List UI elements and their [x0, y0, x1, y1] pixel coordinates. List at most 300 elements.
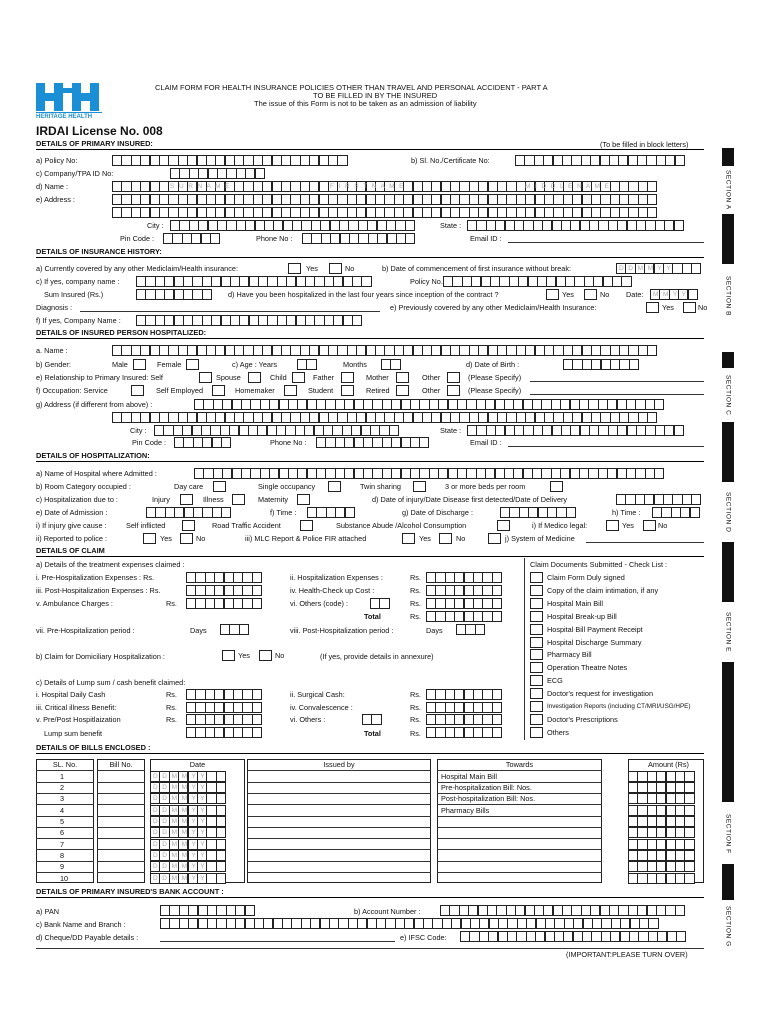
char-box[interactable]	[684, 873, 694, 884]
checklist-box[interactable]	[530, 649, 543, 660]
char-box[interactable]	[475, 624, 485, 635]
specify-rel-line[interactable]	[530, 381, 704, 382]
specify-occ-line[interactable]	[530, 394, 704, 395]
bills-col-header: Towards	[505, 760, 534, 769]
lumpsum-benefit-label: Lump sum benefit	[44, 729, 103, 738]
char-box[interactable]	[647, 412, 657, 423]
checklist-box[interactable]	[530, 637, 543, 648]
char-box[interactable]	[216, 782, 226, 793]
char-box[interactable]	[379, 598, 389, 609]
char-box[interactable]	[688, 289, 698, 300]
char-box[interactable]	[690, 507, 700, 518]
bill-amount-boxes[interactable]	[628, 873, 694, 884]
mother-box[interactable]	[396, 372, 409, 383]
lump-others-code-boxes[interactable]	[362, 714, 381, 725]
other-rel-label: Other	[422, 373, 441, 382]
specify-occ-label: (Please Specify)	[468, 386, 522, 395]
checklist-item: Hospital Break-up Bill	[547, 611, 617, 621]
other-occ-label: Other	[422, 386, 441, 395]
bill-amount-boxes[interactable]	[628, 771, 694, 782]
lumpsum-benefit-boxes[interactable]	[186, 727, 261, 738]
name-label: d) Name :	[36, 182, 69, 191]
bill-date-placeholder: D D M M Y Y	[153, 795, 206, 803]
account-number-label: b) Account Number :	[354, 907, 421, 916]
student-box[interactable]	[341, 385, 354, 396]
injury-box[interactable]	[180, 494, 193, 505]
checklist-box[interactable]	[530, 598, 543, 609]
critical-rs: Rs.	[166, 703, 177, 712]
char-box[interactable]	[648, 918, 658, 929]
father-box[interactable]	[341, 372, 354, 383]
discharge-date-boxes[interactable]	[500, 507, 575, 518]
c-address-boxes-1[interactable]	[194, 399, 664, 410]
father-label: Father	[313, 373, 335, 382]
policy-no-b-boxes[interactable]	[443, 276, 631, 287]
checklist-box[interactable]	[530, 585, 543, 596]
lump-total-boxes[interactable]	[426, 727, 501, 738]
room-category-label: b) Room Category occupied :	[36, 482, 131, 491]
age-months-boxes[interactable]	[381, 359, 400, 370]
bills-row-rule	[247, 770, 431, 771]
twin-sharing-label: Twin sharing	[360, 482, 401, 491]
c-name-boxes[interactable]	[112, 345, 657, 356]
char-box[interactable]	[647, 194, 657, 205]
char-box[interactable]	[674, 220, 684, 231]
checklist-divider	[524, 558, 525, 740]
self-inflicted-box[interactable]	[182, 520, 195, 531]
char-box[interactable]	[419, 437, 429, 448]
admission-date-boxes[interactable]	[146, 507, 231, 518]
char-box[interactable]	[216, 873, 226, 884]
char-box[interactable]	[210, 233, 220, 244]
spouse-label: Spouse	[216, 373, 241, 382]
pincode-label: Pin Code :	[120, 234, 155, 243]
hosp-exp-boxes[interactable]	[426, 572, 501, 583]
domiciliary-no-label: No	[275, 651, 285, 660]
char-box[interactable]	[252, 702, 262, 713]
bill-amount-boxes[interactable]	[628, 861, 694, 872]
pre-days-label: Days	[190, 626, 207, 635]
char-box[interactable]	[492, 611, 502, 622]
discharge-date-label: g) Date of Discharge :	[402, 508, 473, 517]
char-box[interactable]	[492, 598, 502, 609]
bill-amount-boxes[interactable]	[628, 816, 694, 827]
covered-no-box[interactable]	[329, 263, 342, 274]
bills-row-rule	[36, 838, 94, 839]
bills-row-rule	[97, 770, 145, 771]
bill-amount-boxes[interactable]	[628, 839, 694, 850]
char-box[interactable]	[405, 220, 415, 231]
char-box[interactable]	[691, 494, 701, 505]
email-line[interactable]	[508, 242, 704, 243]
char-box[interactable]	[684, 861, 694, 872]
char-box[interactable]	[674, 425, 684, 436]
char-box[interactable]	[405, 233, 415, 244]
checklist-box[interactable]	[530, 624, 543, 635]
section-e-bar	[722, 542, 734, 602]
police-yes-box[interactable]	[143, 533, 156, 544]
char-box[interactable]	[684, 782, 694, 793]
bill-amount-boxes[interactable]	[628, 793, 694, 804]
char-box[interactable]	[216, 805, 226, 816]
char-box[interactable]	[252, 598, 262, 609]
checklist-item: Copy of the claim intimation, if any	[547, 585, 659, 595]
female-box[interactable]	[186, 359, 199, 370]
homemaker-label: Homemaker	[235, 386, 275, 395]
checklist-box[interactable]	[530, 714, 543, 725]
ambulance-boxes[interactable]	[186, 598, 261, 609]
char-box[interactable]	[252, 572, 262, 583]
char-box[interactable]	[202, 289, 212, 300]
char-box[interactable]	[216, 827, 226, 838]
char-box[interactable]	[647, 207, 657, 218]
char-box[interactable]	[221, 507, 231, 518]
char-box[interactable]	[691, 263, 701, 274]
domiciliary-yes-box[interactable]	[222, 650, 235, 661]
cheque-line[interactable]	[160, 941, 395, 942]
previously-no-label: No	[698, 303, 708, 312]
company-name-f-boxes[interactable]	[136, 315, 361, 326]
illness-box[interactable]	[232, 494, 245, 505]
char-box[interactable]	[345, 507, 355, 518]
lump-total-rs: Rs.	[410, 729, 421, 738]
char-box[interactable]	[684, 839, 694, 850]
others-code-boxes[interactable]	[370, 598, 389, 609]
other-occ-box[interactable]	[447, 385, 460, 396]
section-c-label: SECTION C	[724, 374, 732, 416]
company-tpa-label: c) Company/TPA ID No:	[36, 169, 114, 178]
char-box[interactable]	[216, 771, 226, 782]
bill-amount-boxes[interactable]	[628, 827, 694, 838]
health-check-rs: Rs.	[410, 586, 421, 595]
char-box[interactable]	[252, 585, 262, 596]
mlc-no-box[interactable]	[439, 533, 452, 544]
pan-label: a) PAN	[36, 907, 59, 916]
state-boxes[interactable]	[467, 220, 683, 231]
company-tpa-boxes[interactable]	[170, 168, 264, 179]
bill-amount-boxes[interactable]	[628, 805, 694, 816]
male-label: Male	[112, 360, 128, 369]
char-box[interactable]	[684, 805, 694, 816]
daily-cash-boxes[interactable]	[186, 689, 261, 700]
section-b-title: DETAILS OF INSURANCE HISTORY:	[36, 247, 162, 256]
bill-sl-no: 9	[60, 862, 65, 872]
post-hosp-boxes[interactable]	[186, 585, 261, 596]
child-box[interactable]	[292, 372, 305, 383]
checklist-box[interactable]	[530, 727, 543, 738]
daily-cash-label: i. Hospital Daily Cash	[36, 690, 106, 699]
phone-boxes[interactable]	[302, 233, 415, 244]
bills-row-rule	[437, 849, 602, 850]
hospital-name-label: a) Name of Hospital where Admitted :	[36, 469, 157, 478]
others-code-amt-boxes[interactable]	[426, 598, 501, 609]
c-email-line[interactable]	[508, 446, 704, 447]
ifsc-boxes[interactable]	[460, 931, 685, 942]
hospital-name-boxes[interactable]	[194, 468, 664, 479]
sum-insured-boxes[interactable]	[136, 289, 211, 300]
c-address-label: g) Address (if different from above) :	[36, 400, 153, 409]
three-beds-box[interactable]	[550, 481, 563, 492]
char-box[interactable]	[216, 793, 226, 804]
bill-towards: Hospital Main Bill	[441, 771, 497, 781]
char-box[interactable]	[654, 468, 664, 479]
char-box[interactable]	[492, 714, 502, 725]
bill-date-placeholder: D D M M Y Y	[153, 840, 206, 848]
header-line-2: TO BE FILLED IN BY THE INSURED	[313, 91, 438, 100]
total-boxes[interactable]	[426, 611, 501, 622]
male-box[interactable]	[133, 359, 146, 370]
convalescence-boxes[interactable]	[426, 702, 501, 713]
other-rel-box[interactable]	[447, 372, 460, 383]
char-box[interactable]	[684, 827, 694, 838]
checklist-box[interactable]	[530, 611, 543, 622]
hospitalized-no-box[interactable]	[584, 289, 597, 300]
ambulance-rs: Rs.	[166, 599, 177, 608]
previously-no-box[interactable]	[683, 302, 696, 313]
section-a-bar	[722, 148, 734, 166]
char-box[interactable]	[684, 771, 694, 782]
char-box[interactable]	[647, 345, 657, 356]
char-box[interactable]	[676, 931, 686, 942]
section-d-title: DETAILS OF HOSPITALIZATION:	[36, 451, 150, 460]
covered-yes-box[interactable]	[288, 263, 301, 274]
char-box[interactable]	[221, 437, 231, 448]
hospitalized-yes-box[interactable]	[546, 289, 559, 300]
months-label: Months	[343, 360, 367, 369]
medico-legal-label: i) If Medico legal:	[532, 521, 588, 530]
char-box[interactable]	[252, 689, 262, 700]
bills-row-rule	[97, 872, 145, 873]
prepost-boxes[interactable]	[186, 714, 261, 725]
char-box[interactable]	[492, 585, 502, 596]
policy-no-boxes[interactable]	[112, 155, 347, 166]
account-number-boxes[interactable]	[440, 905, 684, 916]
self-box[interactable]	[199, 372, 212, 383]
char-box[interactable]	[255, 168, 265, 179]
checklist-item: Claim Form Duly signed	[547, 573, 625, 582]
single-occ-box[interactable]	[328, 481, 341, 492]
char-box[interactable]	[216, 850, 226, 861]
previously-covered-label: e) Previously covered by any other Mediclaim/Health Insurance:	[390, 303, 597, 312]
char-box[interactable]	[252, 714, 262, 725]
checklist-box[interactable]	[530, 688, 543, 699]
char-box[interactable]	[647, 181, 657, 192]
char-box[interactable]	[371, 714, 381, 725]
mlc-label: iii) MLC Report & Police FIR attached	[245, 534, 367, 543]
medico-yes-box[interactable]	[606, 520, 619, 531]
post-days-boxes[interactable]	[456, 624, 484, 635]
bill-date-placeholder: D D M M Y Y	[153, 874, 206, 882]
char-box[interactable]	[684, 850, 694, 861]
admission-date-label: e) Date of Admission :	[36, 508, 108, 517]
health-check-boxes[interactable]	[426, 585, 501, 596]
admission-time-boxes[interactable]	[307, 507, 354, 518]
company-name-boxes[interactable]	[136, 276, 371, 287]
police-label: ii) Reported to police :	[36, 534, 107, 543]
char-box[interactable]	[566, 507, 576, 518]
retired-label: Retired	[366, 386, 390, 395]
char-box[interactable]	[621, 276, 631, 287]
lump-others-boxes[interactable]	[426, 714, 501, 725]
bill-date-placeholder: D D M M Y Y	[153, 806, 206, 814]
dob-boxes[interactable]	[563, 359, 638, 370]
medico-no-box[interactable]	[643, 520, 656, 531]
bill-sl-no: 1	[60, 771, 65, 781]
char-box[interactable]	[675, 155, 685, 166]
bill-sl-no: 10	[60, 873, 69, 883]
student-label: Student	[308, 386, 334, 395]
police-no-box[interactable]	[180, 533, 193, 544]
c-city-boxes[interactable]	[154, 425, 398, 436]
checklist-item: Operation Theatre Notes	[547, 663, 628, 673]
critical-label: iii. Critical illness Benefit:	[36, 703, 117, 712]
char-box[interactable]	[675, 905, 685, 916]
char-box[interactable]	[684, 793, 694, 804]
specify-rel-label: (Please Specify)	[468, 373, 522, 382]
bill-date-placeholder: D D M M Y Y	[153, 818, 206, 825]
bill-date-placeholder: D D M M Y Y	[153, 829, 206, 837]
admission-time-label: f) Time :	[270, 508, 297, 517]
section-g-title: DETAILS OF PRIMARY INSURED'S BANK ACCOUNT :	[36, 887, 224, 896]
char-box[interactable]	[306, 359, 316, 370]
checklist-item: Doctor's request for investigation	[547, 689, 654, 699]
checklist-box[interactable]	[530, 662, 543, 673]
char-box[interactable]	[245, 905, 255, 916]
checklist-box[interactable]	[530, 675, 543, 686]
pre-hosp-label: i. Pre-Hospitalization Expenses : Rs.	[36, 573, 155, 582]
discharge-time-boxes[interactable]	[652, 507, 699, 518]
char-box[interactable]	[390, 359, 400, 370]
hospitalized-label: d) Have you been hospitalized in the last four years since inception of the contract ?	[228, 290, 499, 299]
sl-no-boxes[interactable]	[515, 155, 684, 166]
medico-yes-label: Yes	[622, 521, 634, 530]
section-e-label: SECTION E	[724, 611, 732, 653]
system-medicine-line[interactable]	[586, 542, 704, 543]
service-box[interactable]	[131, 385, 144, 396]
c-phone-boxes[interactable]	[316, 437, 429, 448]
company-name-f-label: f) If yes, Company Name :	[36, 316, 121, 325]
address-boxes-1[interactable]	[112, 194, 657, 205]
domiciliary-no-box[interactable]	[259, 650, 272, 661]
homemaker-box[interactable]	[284, 385, 297, 396]
age-years-boxes[interactable]	[297, 359, 316, 370]
char-box[interactable]	[654, 399, 664, 410]
mlc-yes-box[interactable]	[402, 533, 415, 544]
checklist-item: Hospital Bill Payment Receipt	[547, 624, 643, 634]
pan-boxes[interactable]	[160, 905, 254, 916]
age-label: c) Age : Years	[232, 360, 278, 369]
char-box[interactable]	[684, 816, 694, 827]
char-box[interactable]	[337, 155, 347, 166]
bill-amount-boxes[interactable]	[628, 850, 694, 861]
bills-col-header: Issued by	[323, 760, 355, 769]
bill-amount-boxes[interactable]	[628, 782, 694, 793]
c-address-boxes-2[interactable]	[112, 412, 657, 423]
twin-sharing-box[interactable]	[413, 481, 426, 492]
logo-text: HERITAGE HEALTH	[36, 112, 102, 122]
city-boxes[interactable]	[170, 220, 414, 231]
bill-sl-no: 5	[60, 817, 65, 826]
char-box[interactable]	[361, 276, 371, 287]
bank-name-boxes[interactable]	[160, 918, 658, 929]
injury-cause-label: i) If injury give cause :	[36, 521, 107, 530]
injury-date-boxes[interactable]	[616, 494, 701, 505]
gender-label: b) Gender:	[36, 360, 71, 369]
char-box[interactable]	[389, 425, 399, 436]
bills-row-rule	[437, 838, 602, 839]
checklist-box[interactable]	[530, 701, 543, 712]
pre-days-boxes[interactable]	[220, 624, 248, 635]
bills-row-rule	[247, 827, 431, 828]
retired-box[interactable]	[396, 385, 409, 396]
section-c-bar	[722, 352, 734, 368]
bill-sl-no: 4	[60, 805, 65, 815]
surgical-cash-boxes[interactable]	[426, 689, 501, 700]
char-box[interactable]	[492, 689, 502, 700]
middle-name-placeholder: M I D D L E N A M E	[525, 183, 611, 190]
bills-row-rule	[437, 872, 602, 873]
critical-boxes[interactable]	[186, 702, 261, 713]
char-box[interactable]	[216, 861, 226, 872]
spouse-box[interactable]	[248, 372, 261, 383]
policy-no-label: a) Policy No:	[36, 156, 78, 165]
char-box[interactable]	[216, 839, 226, 850]
bills-row-rule	[247, 872, 431, 873]
surgical-cash-label: ii. Surgical Cash:	[290, 690, 345, 699]
hospitalized-yes-label: Yes	[562, 290, 574, 299]
char-box[interactable]	[352, 315, 362, 326]
pre-hosp-boxes[interactable]	[186, 572, 261, 583]
char-box[interactable]	[492, 727, 502, 738]
section-d-label: SECTION D	[724, 491, 732, 533]
pincode-boxes[interactable]	[163, 233, 219, 244]
self-employed-box[interactable]	[212, 385, 225, 396]
c-pincode-boxes[interactable]	[174, 437, 230, 448]
diagnosis-line[interactable]	[80, 311, 380, 312]
hosp-exp-rs: Rs.	[410, 573, 421, 582]
checklist-box[interactable]	[530, 572, 543, 583]
covered-no-label: No	[345, 264, 355, 273]
day-care-box[interactable]	[213, 481, 226, 492]
bills-column	[97, 759, 145, 883]
char-box[interactable]	[239, 624, 249, 635]
total-rs: Rs.	[410, 612, 421, 621]
bills-row-rule	[247, 861, 431, 862]
char-box[interactable]	[492, 572, 502, 583]
checklist-item: Pharmacy Bill	[547, 650, 592, 660]
address-boxes-2[interactable]	[112, 207, 657, 218]
address-label: e) Address :	[36, 195, 75, 204]
system-box[interactable]	[488, 533, 501, 544]
substance-box[interactable]	[497, 520, 510, 531]
char-box[interactable]	[252, 727, 262, 738]
due-to-label: c) Hospitalization due to :	[36, 495, 118, 504]
maternity-box[interactable]	[297, 494, 310, 505]
license-title: IRDAI License No. 008	[36, 124, 163, 138]
previously-yes-box[interactable]	[646, 302, 659, 313]
char-box[interactable]	[492, 702, 502, 713]
police-yes-label: Yes	[160, 534, 172, 543]
char-box[interactable]	[216, 816, 226, 827]
total-label: Total	[364, 612, 381, 621]
medico-no-label: No	[658, 521, 668, 530]
char-box[interactable]	[629, 359, 639, 370]
rta-box[interactable]	[300, 520, 313, 531]
mlc-no-label: No	[456, 534, 466, 543]
checklist-item: Others	[547, 727, 569, 737]
c-state-boxes[interactable]	[467, 425, 683, 436]
checklist-item: Hospital Main Bill	[547, 598, 603, 608]
